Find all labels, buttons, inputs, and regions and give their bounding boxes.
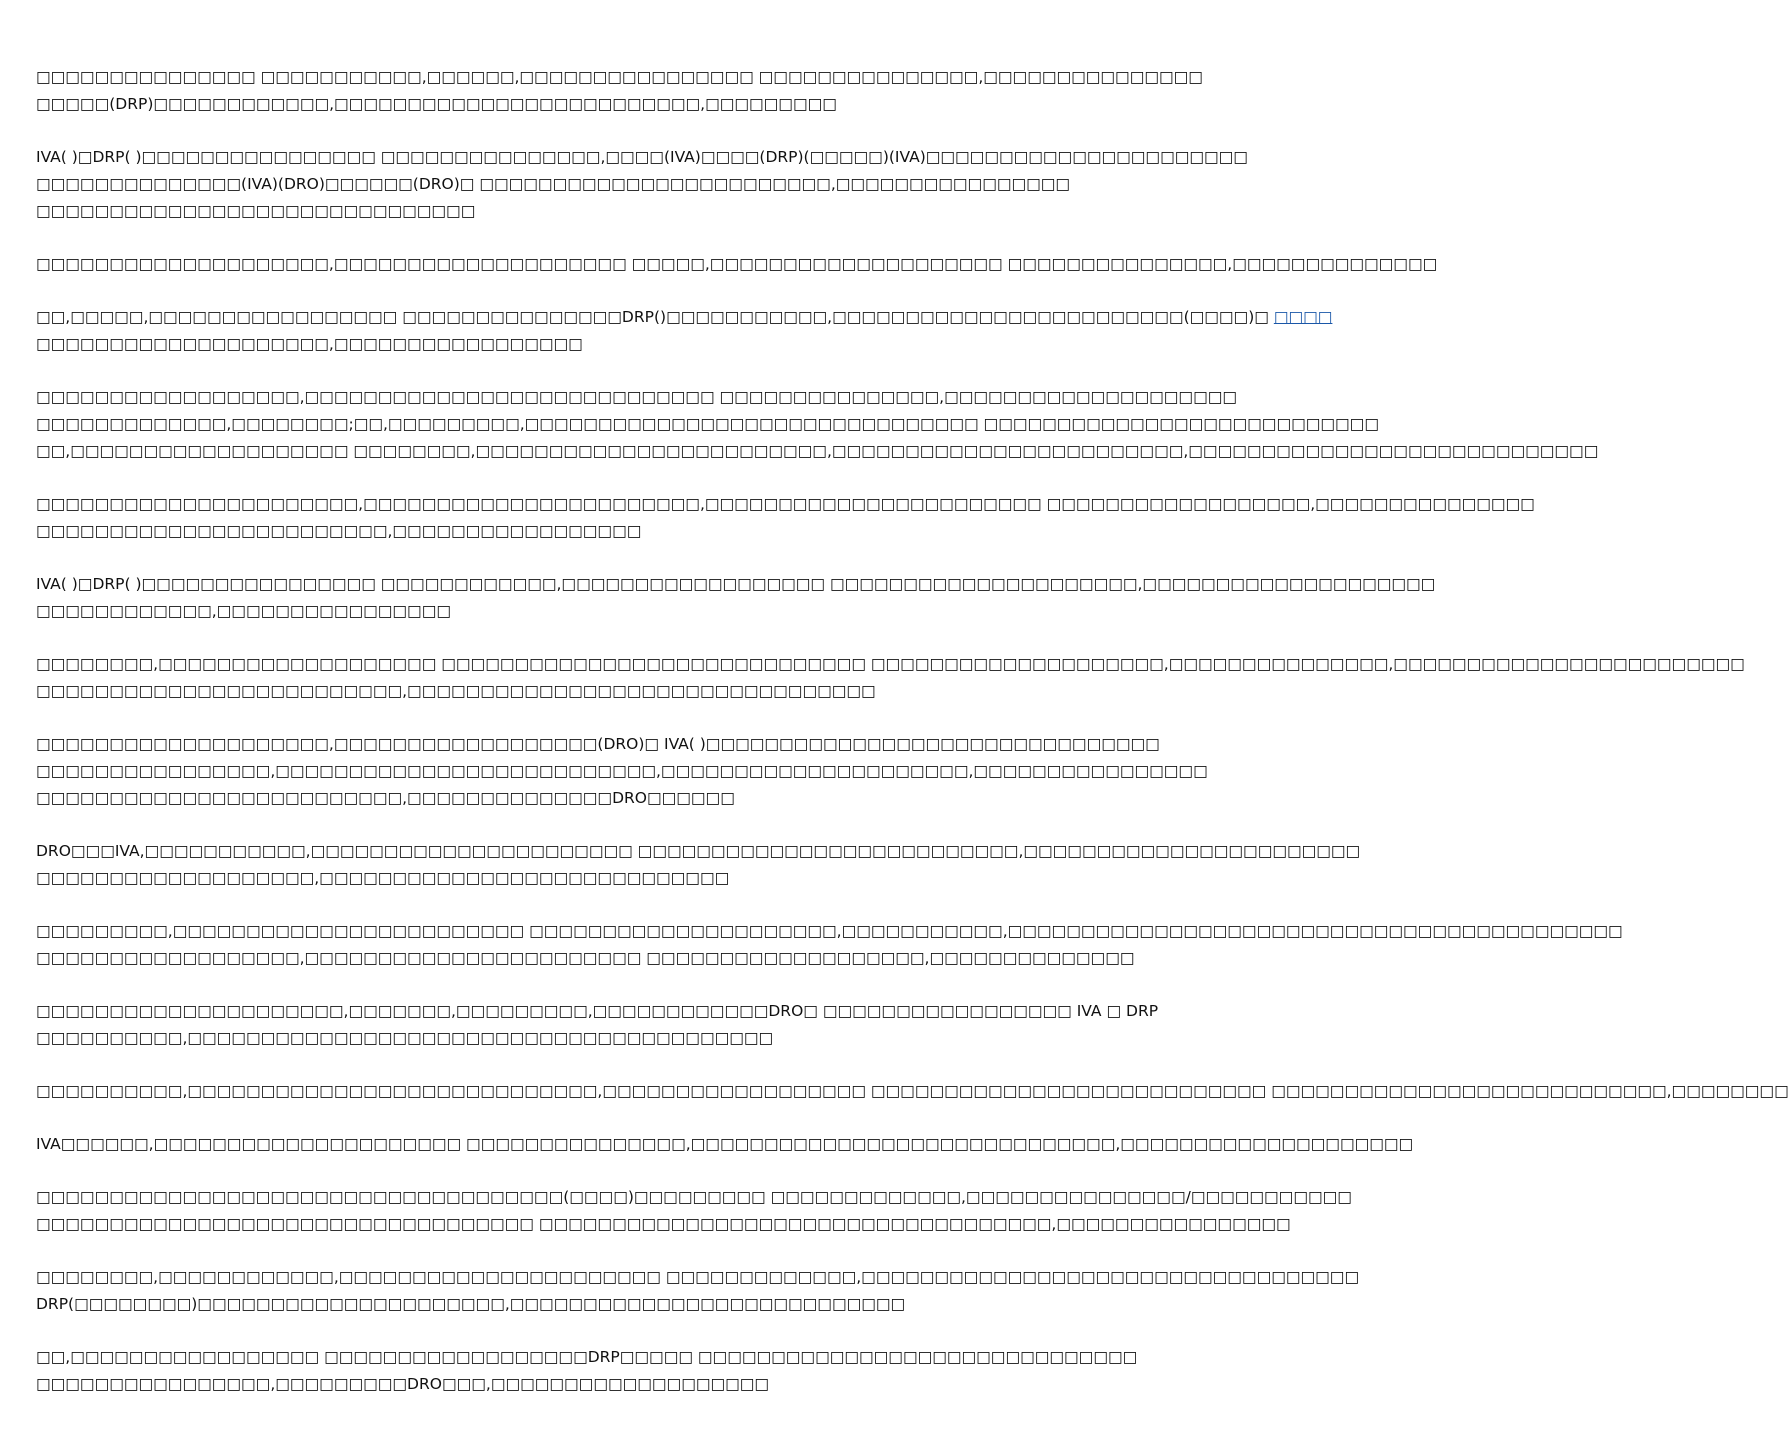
text-line (36, 1264, 1360, 1291)
text-line (36, 1131, 1414, 1158)
inline-link[interactable]: □□□□ (1273, 308, 1333, 326)
text-line-content: □□□□□□□□□□□□□□□□□□,□□□□□□□□□□□□□□□□□□□□□□□□□□□□ □□□□□□□□□□□□□□□,□□□□□□□□□□□□□□□□□□□□ (36, 388, 1238, 406)
paragraph (36, 731, 1208, 812)
text-line-content: □□□□□□□□□□,□□□□□□□□□□□□□□□□□□□□□□□□□□□□,□□□□□□□□□□□□□□□□□□ □□□□□□□□□□□□□□□□□□□□□□□□□□□ □□□□□□□□□□□□□□□□□□□□□□□□□□□,□□□□□□□□ (36, 1082, 1789, 1100)
text-line (36, 1211, 1291, 1238)
text-line-content: □□□□□□□□□□□□□□□□,□□□□□□□□□DRO□□□,□□□□□□□□□□□□□□□□□□□ (36, 1375, 770, 1393)
text-line-content: □□□□□(DRP)□□□□□□□□□□□□,□□□□□□□□□□□□□□□□□□□□□□□□□,□□□□□□□□□ (36, 95, 837, 113)
paragraph (36, 251, 1438, 278)
text-line (36, 731, 1160, 758)
text-line-content: □□□□□□□□,□□□□□□□□□□□□,□□□□□□□□□□□□□□□□□□□□□□ □□□□□□□□□□□□□,□□□□□□□□□□□□□□□□□□□□□□□□□□□□□□□□□□ (36, 1268, 1360, 1286)
text-line (36, 758, 1208, 785)
text-line-content: IVA( )□DRP( )□□□□□□□□□□□□□□□□ □□□□□□□□□□□□,□□□□□□□□□□□□□□□□□□ □□□□□□□□□□□□□□□□□□□□□,□□□□□□□□□□□□□□□□□□□□ (36, 575, 1436, 593)
paragraph (36, 1344, 1138, 1398)
text-line-content: □□,□□□□□□□□□□□□□□□□□□□ □□□□□□□□,□□□□□□□□□□□□□□□□□□□□□□□□,□□□□□□□□□□□□□□□□□□□□□□□□,□□□□□□□□□□□□□□□□□□□□□□□□□□□□ (36, 442, 1599, 460)
text-line-content: □□□□□□□□□□□□□□□□□□□□□□□□□,□□□□□□□□□□□□□□DRO□□□□□□ (36, 789, 735, 807)
text-line (36, 384, 1238, 411)
text-line (36, 1025, 988, 1052)
paragraph (36, 651, 1745, 705)
text-line (36, 438, 1599, 465)
text-line-content: □□,□□□□□□□□□□□□□□□□□ □□□□□□□□□□□□□□□□□□DRP□□□□□ □□□□□□□□□□□□□□□□□□□□□□□□□□□□□□ (36, 1348, 1138, 1366)
text-line (36, 198, 988, 225)
text-line-content: □□□□□□□□□□□□□□□ □□□□□□□□□□□,□□□□□□,□□□□□□□□□□□□□□□□ □□□□□□□□□□□□□□□,□□□□□□□□□□□□□□□ (36, 68, 1203, 86)
text-line-content: DRP(□□□□□□□□)□□□□□□□□□□□□□□□□□□□□□,□□□□□□□□□□□□□□□□□□□□□□□□□□□ (36, 1295, 906, 1313)
paragraph (36, 918, 1623, 972)
text-line-content: □□□□□□□□□□□□□□□□□□□□,□□□□□□□□□□□□□□□□□ (36, 335, 583, 353)
text-line-content: □□□□□□□□□□□□□□□□□□□□□□□□□□□□□□□□□□ □□□□□□□□□□□□□□□□□□□□□□□□□□□□□□□□□□□,□□□□□□□□□□□□□□□□ (36, 1215, 1291, 1233)
paragraph (36, 304, 1333, 358)
text-line (36, 945, 1135, 972)
text-line (36, 91, 988, 118)
text-line (36, 411, 1379, 438)
text-line-content: □□□□□□□□□□□□□□□□□□□□□□,□□□□□□□□□□□□□□□□□□□□□□□,□□□□□□□□□□□□□□□□□□□□□□□ □□□□□□□□□□□□□□□□□□,□□□□□□□□□□□□□□□ (36, 495, 1535, 513)
text-line-content: □□□□□□□□□,□□□□□□□□□□□□□□□□□□□□□□□□ □□□□□□□□□□□□□□□□□□□□□,□□□□□□□□□□□,□□□□□□□□□□□□□□□□□□□□□□□□□□□□□□□□□□□□□□□□□□ (36, 922, 1623, 940)
text-line-content: □□□□□□□□□□□□□□(IVA)(DRO)□□□□□□(DRO)□ □□□□□□□□□□□□□□□□□□□□□□□□,□□□□□□□□□□□□□□□□ (36, 175, 1071, 193)
text-line (36, 678, 988, 705)
text-line-content: □□□□□□□□□□□□□□□□,□□□□□□□□□□□□□□□□□□□□□□□□□□,□□□□□□□□□□□□□□□□□□□□□,□□□□□□□□□□□□□□□□ (36, 762, 1208, 780)
paragraph (36, 384, 1599, 465)
paragraph (36, 491, 1535, 545)
text-line (36, 1291, 988, 1318)
text-line (36, 918, 1623, 945)
text-line (36, 785, 988, 812)
paragraph (36, 1078, 1789, 1105)
text-line-content: □□□□□□□□□□□□□□□□□□□□,□□□□□□□□□□□□□□□□□□(DRO)□ IVA( )□□□□□□□□□□□□□□□□□□□□□□□□□□□□□□□ (36, 735, 1160, 753)
text-line (36, 304, 1333, 331)
paragraph (36, 1184, 1352, 1238)
text-line (36, 1344, 1138, 1371)
text-line-content: □□,□□□□□,□□□□□□□□□□□□□□□□□ □□□□□□□□□□□□□□□DRP()□□□□□□□□□□□,□□□□□□□□□□□□□□□□□□□□□□□□(□□□□)□ (36, 308, 1269, 326)
text-line (36, 571, 1436, 598)
text-line (36, 171, 1071, 198)
text-line-content: □□□□□□□□□□□□□□□□□□,□□□□□□□□□□□□□□□□□□□□□□□ □□□□□□□□□□□□□□□□□□□,□□□□□□□□□□□□□□ (36, 949, 1135, 967)
paragraph (36, 1264, 1360, 1318)
text-line (36, 998, 1159, 1025)
paragraph (36, 998, 1159, 1052)
text-line (36, 1184, 1352, 1211)
text-line-content: IVA( )□DRP( )□□□□□□□□□□□□□□□□ □□□□□□□□□□□□□□□,□□□□(IVA)□□□□(DRP)(□□□□□)(IVA)□□□□□□□□□□□□□□□□□□□□□□ (36, 148, 1248, 166)
text-line (36, 651, 1745, 678)
paragraph (36, 64, 1203, 118)
text-line-content: □□□□□□□□□□□□□□□□□□□□□,□□□□□□□,□□□□□□□□□,□□□□□□□□□□□□DRO□ □□□□□□□□□□□□□□□□□ IVA □ DRP (36, 1002, 1159, 1020)
text-line-content: □□□□□□□□□□□□□,□□□□□□□□;□□,□□□□□□□□□,□□□□□□□□□□□□□□□□□□□□□□□□□□□□□□□ □□□□□□□□□□□□□□□□□□□□□□□□□□□ (36, 415, 1379, 433)
text-line-content: DRO□□□IVA,□□□□□□□□□□□,□□□□□□□□□□□□□□□□□□□□□□ □□□□□□□□□□□□□□□□□□□□□□□□□□,□□□□□□□□□□□□□□□□□□□□□□□ (36, 842, 1361, 860)
text-line-content: □□□□□□□□□□□□□□□□□□□□□□□□□□□□□□□□□□□□(□□□□)□□□□□□□□□ □□□□□□□□□□□□□,□□□□□□□□□□□□□□□/□□□□□□□□□□□ (36, 1188, 1352, 1206)
text-line (36, 1371, 988, 1398)
text-line (36, 144, 1248, 171)
text-line (36, 865, 988, 892)
paragraph (36, 838, 1361, 892)
paragraph (36, 1131, 1414, 1158)
paragraph (36, 571, 1436, 625)
text-line-content: □□□□□□□□□□□□□□□□□□□□□□□□□,□□□□□□□□□□□□□□□□□□□□□□□□□□□□□□□□ (36, 682, 876, 700)
paragraph (36, 144, 1248, 225)
text-line (36, 491, 1535, 518)
text-line (36, 1078, 1789, 1105)
text-line-content: □□□□□□□□□□□□□□□□□□□□□□□□,□□□□□□□□□□□□□□□□□ (36, 522, 642, 540)
text-line (36, 518, 988, 545)
text-line-content: □□□□□□□□□□□□□□□□□□□,□□□□□□□□□□□□□□□□□□□□□□□□□□□□ (36, 869, 730, 887)
text-line-content: □□□□□□□□□□□□□□□□□□□□□□□□□□□□□□ (36, 202, 476, 220)
text-line-content: □□□□□□□□,□□□□□□□□□□□□□□□□□□□ □□□□□□□□□□□□□□□□□□□□□□□□□□□□□ □□□□□□□□□□□□□□□□□□□□,□□□□□□□□□□□□□□□,□□□□□□□□□□□□□□□□□□□□□□□□ (36, 655, 1745, 673)
text-line-content: □□□□□□□□□□□□□□□□□□□□,□□□□□□□□□□□□□□□□□□□□ □□□□□,□□□□□□□□□□□□□□□□□□□□ □□□□□□□□□□□□□□□,□□□□□□□□□□□□□□ (36, 255, 1438, 273)
text-line (36, 251, 1438, 278)
text-line (36, 598, 988, 625)
text-line-content: IVA□□□□□□,□□□□□□□□□□□□□□□□□□□□□ □□□□□□□□□□□□□□□,□□□□□□□□□□□□□□□□□□□□□□□□□□□□□,□□□□□□□□□□□□□□□□□□□□ (36, 1135, 1414, 1153)
text-line (36, 64, 1203, 91)
text-line (36, 838, 1361, 865)
text-line-content: □□□□□□□□□□,□□□□□□□□□□□□□□□□□□□□□□□□□□□□□□□□□□□□□□□□ (36, 1029, 774, 1047)
text-line-content: □□□□□□□□□□□□,□□□□□□□□□□□□□□□□ (36, 602, 451, 620)
text-line (36, 331, 988, 358)
